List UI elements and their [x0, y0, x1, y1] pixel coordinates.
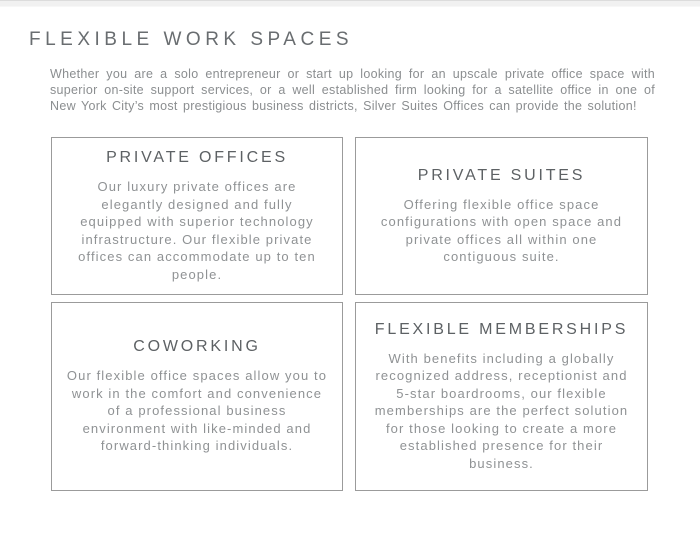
card-flexible-memberships — [355, 302, 648, 491]
card-private-offices — [51, 137, 343, 295]
card-body-coworking: Our flexible office spaces allow you to work in the comfort and convenience of a professional business environment with like-minded and forward-thinking individuals. — [66, 368, 328, 454]
card-coworking — [51, 302, 343, 491]
card-title-private-offices: PRIVATE OFFICES — [106, 149, 288, 166]
card-title-coworking: COWORKING — [133, 338, 261, 356]
services-grid — [51, 137, 700, 491]
card-private-suites — [355, 137, 648, 295]
page-title: FLEXIBLE WORK SPACES — [29, 29, 354, 50]
card-title-private-suites: PRIVATE SUITES — [417, 166, 586, 184]
card-title-flexible-memberships: FLEXIBLE MEMBERSHIPS — [374, 320, 629, 338]
card-body-private-offices: Our luxury private offices are elegantly designed and fully equipped with superior technology infrastructure. Our flexible private offices can accommodate up to ten people. — [78, 179, 316, 282]
top-divider — [0, 0, 700, 7]
card-body-flexible-memberships: With benefits including a globally recognized address, receptionist and 5-star boardrooms, our flexible memberships are the perfect solution for those looking to create a more established presence for their business. — [374, 350, 629, 471]
card-body-private-suites: Offering flexible office space configurations with open space and private offices all within one contiguous suite. — [380, 196, 623, 264]
intro-paragraph: Whether you are a solo entrepreneur or start up looking for an upscale private office space with superior on-site support services, or a well established firm looking for a satellite office in one of New York City’s most prestigious business districts, Silver Suites Offices can provide the solution! — [50, 67, 655, 113]
